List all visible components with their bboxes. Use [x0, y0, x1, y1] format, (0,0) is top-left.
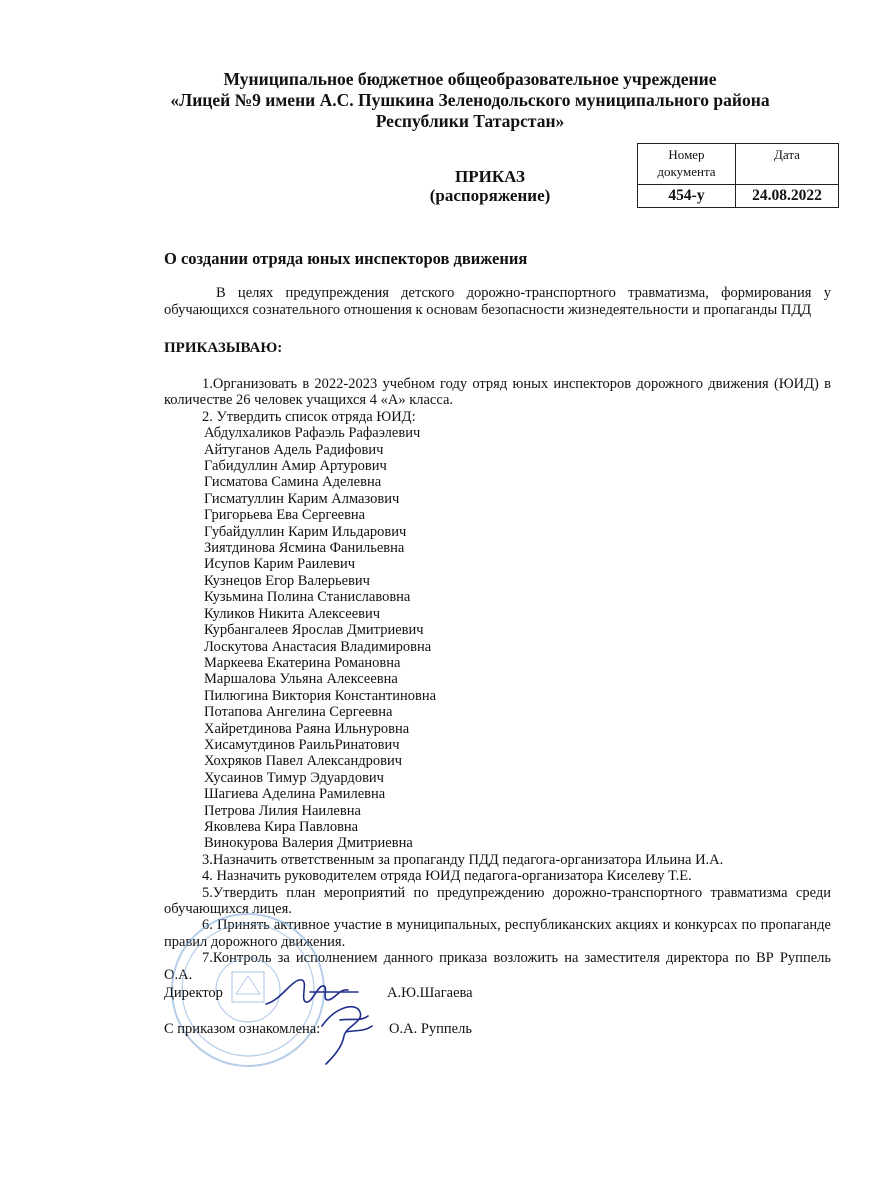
order-item-4: 4. Назначить руководителем отряда ЮИД педагога-организатора Киселеву Т.Е.: [202, 868, 692, 885]
student-list-item: Пилюгина Виктория Константиновна: [204, 687, 437, 704]
student-list-item: Абдулхаликов Рафаэль Рафаэлевич: [204, 425, 421, 442]
student-list-item: Гисматуллин Карим Алмазович: [204, 490, 400, 507]
student-list-item: Зиятдинова Ясмина Фанильевна: [204, 540, 405, 557]
document-number-value: 454-у: [638, 185, 736, 208]
order-item-1: 1.Организовать в 2022-2023 учебном году отряд юных инспекторов дорожного движения (ЮИД) в количестве 26 человек учащихся 4 «А» класса.: [164, 376, 831, 409]
document-number-header: Номер документа: [638, 144, 736, 185]
student-list-item: Винокурова Валерия Дмитриевна: [204, 835, 413, 852]
student-list-item: Яковлева Кира Павловна: [204, 818, 359, 835]
student-list-item: Петрова Лилия Наилевна: [204, 802, 361, 819]
acquainted-name: О.А. Руппель: [389, 1021, 472, 1037]
student-list-item: Григорьева Ева Сергеевна: [204, 507, 366, 524]
intro-paragraph: В целях предупреждения детского дорожно-транспортного травматизма, формирования у обучающихся сознательного отношения к основам безопасности жизнедеятельности и пропаганды ПДД: [164, 285, 831, 318]
document-date-header: Дата: [736, 144, 839, 185]
order-item-5: 5.Утвердить план мероприятий по предупреждению дорожно-транспортного травматизма среди обучающихся лицея.: [164, 884, 831, 917]
document-number-table: [637, 143, 839, 208]
document-date-value: 24.08.2022: [736, 185, 839, 208]
student-list-item: Кузьмина Полина Станиславовна: [204, 589, 411, 606]
student-list-item: Курбангалеев Ярослав Дмитриевич: [204, 622, 424, 639]
student-list-item: Губайдуллин Карим Ильдарович: [204, 523, 407, 540]
student-list-item: Габидуллин Амир Артурович: [204, 458, 387, 475]
student-list-item: Кузнецов Егор Валерьевич: [204, 572, 370, 589]
order-word: ПРИКАЗЫВАЮ:: [164, 340, 283, 356]
order-subject: О создании отряда юных инспекторов движения: [164, 249, 528, 268]
director-label: Директор: [164, 985, 223, 1001]
student-list-item: Хайретдинова Раяна Ильнуровна: [204, 720, 410, 737]
acquainted-signature-row: [164, 1021, 320, 1038]
student-list-item: Лоскутова Анастасия Владимировна: [204, 638, 432, 655]
student-list-item: Гисматова Самина Аделевна: [204, 474, 382, 491]
acquainted-signature-icon: [316, 996, 378, 1068]
institution-header: [110, 69, 830, 132]
student-list-item: Куликов Никита Алексеевич: [204, 605, 381, 622]
student-list-item: Хохряков Павел Александрович: [204, 753, 403, 770]
student-list-item: Шагиева Аделина Рамилевна: [204, 786, 386, 803]
order-item-3: 3.Назначить ответственным за пропаганду ПДД педагога-организатора Ильина И.А.: [202, 851, 724, 868]
order-subtitle: (распоряжение): [429, 186, 551, 205]
student-list-item: Потапова Ангелина Сергеевна: [204, 704, 393, 721]
director-signature-row: [164, 985, 223, 1002]
header-line-1: Муниципальное бюджетное общеобразовательное учреждение: [223, 69, 717, 89]
student-list: [164, 425, 831, 852]
director-name: А.Ю.Шагаева: [387, 985, 473, 1001]
header-line-2: «Лицей №9 имени А.С. Пушкина Зеленодольского муниципального района: [170, 90, 770, 110]
order-title: ПРИКАЗ: [455, 167, 525, 186]
order-title-block: [395, 167, 585, 205]
order-item-7: 7.Контроль за исполнением данного приказа возложить на заместителя директора по ВР Руппель О.А.: [164, 950, 831, 983]
student-list-item: Айтуганов Адель Радифович: [204, 441, 384, 458]
order-item-2: 2. Утвердить список отряда ЮИД:: [202, 408, 416, 425]
student-list-item: Хисамутдинов РаильРинатович: [204, 736, 400, 753]
student-list-item: Маршалова Ульяна Алексеевна: [204, 671, 398, 688]
acquainted-label: С приказом ознакомлена:: [164, 1021, 321, 1037]
order-item-6: 6. Принять активное участие в муниципальных, республиканских акциях и конкурсах по пропаганде правил дорожного движения.: [164, 917, 831, 950]
header-line-3: Республики Татарстан»: [375, 111, 565, 131]
student-list-item: Маркеева Екатерина Романовна: [204, 654, 401, 671]
student-list-item: Хусаинов Тимур Эдуардович: [204, 769, 384, 786]
student-list-item: Исупов Карим Раилевич: [204, 556, 356, 573]
order-items: [164, 376, 831, 983]
